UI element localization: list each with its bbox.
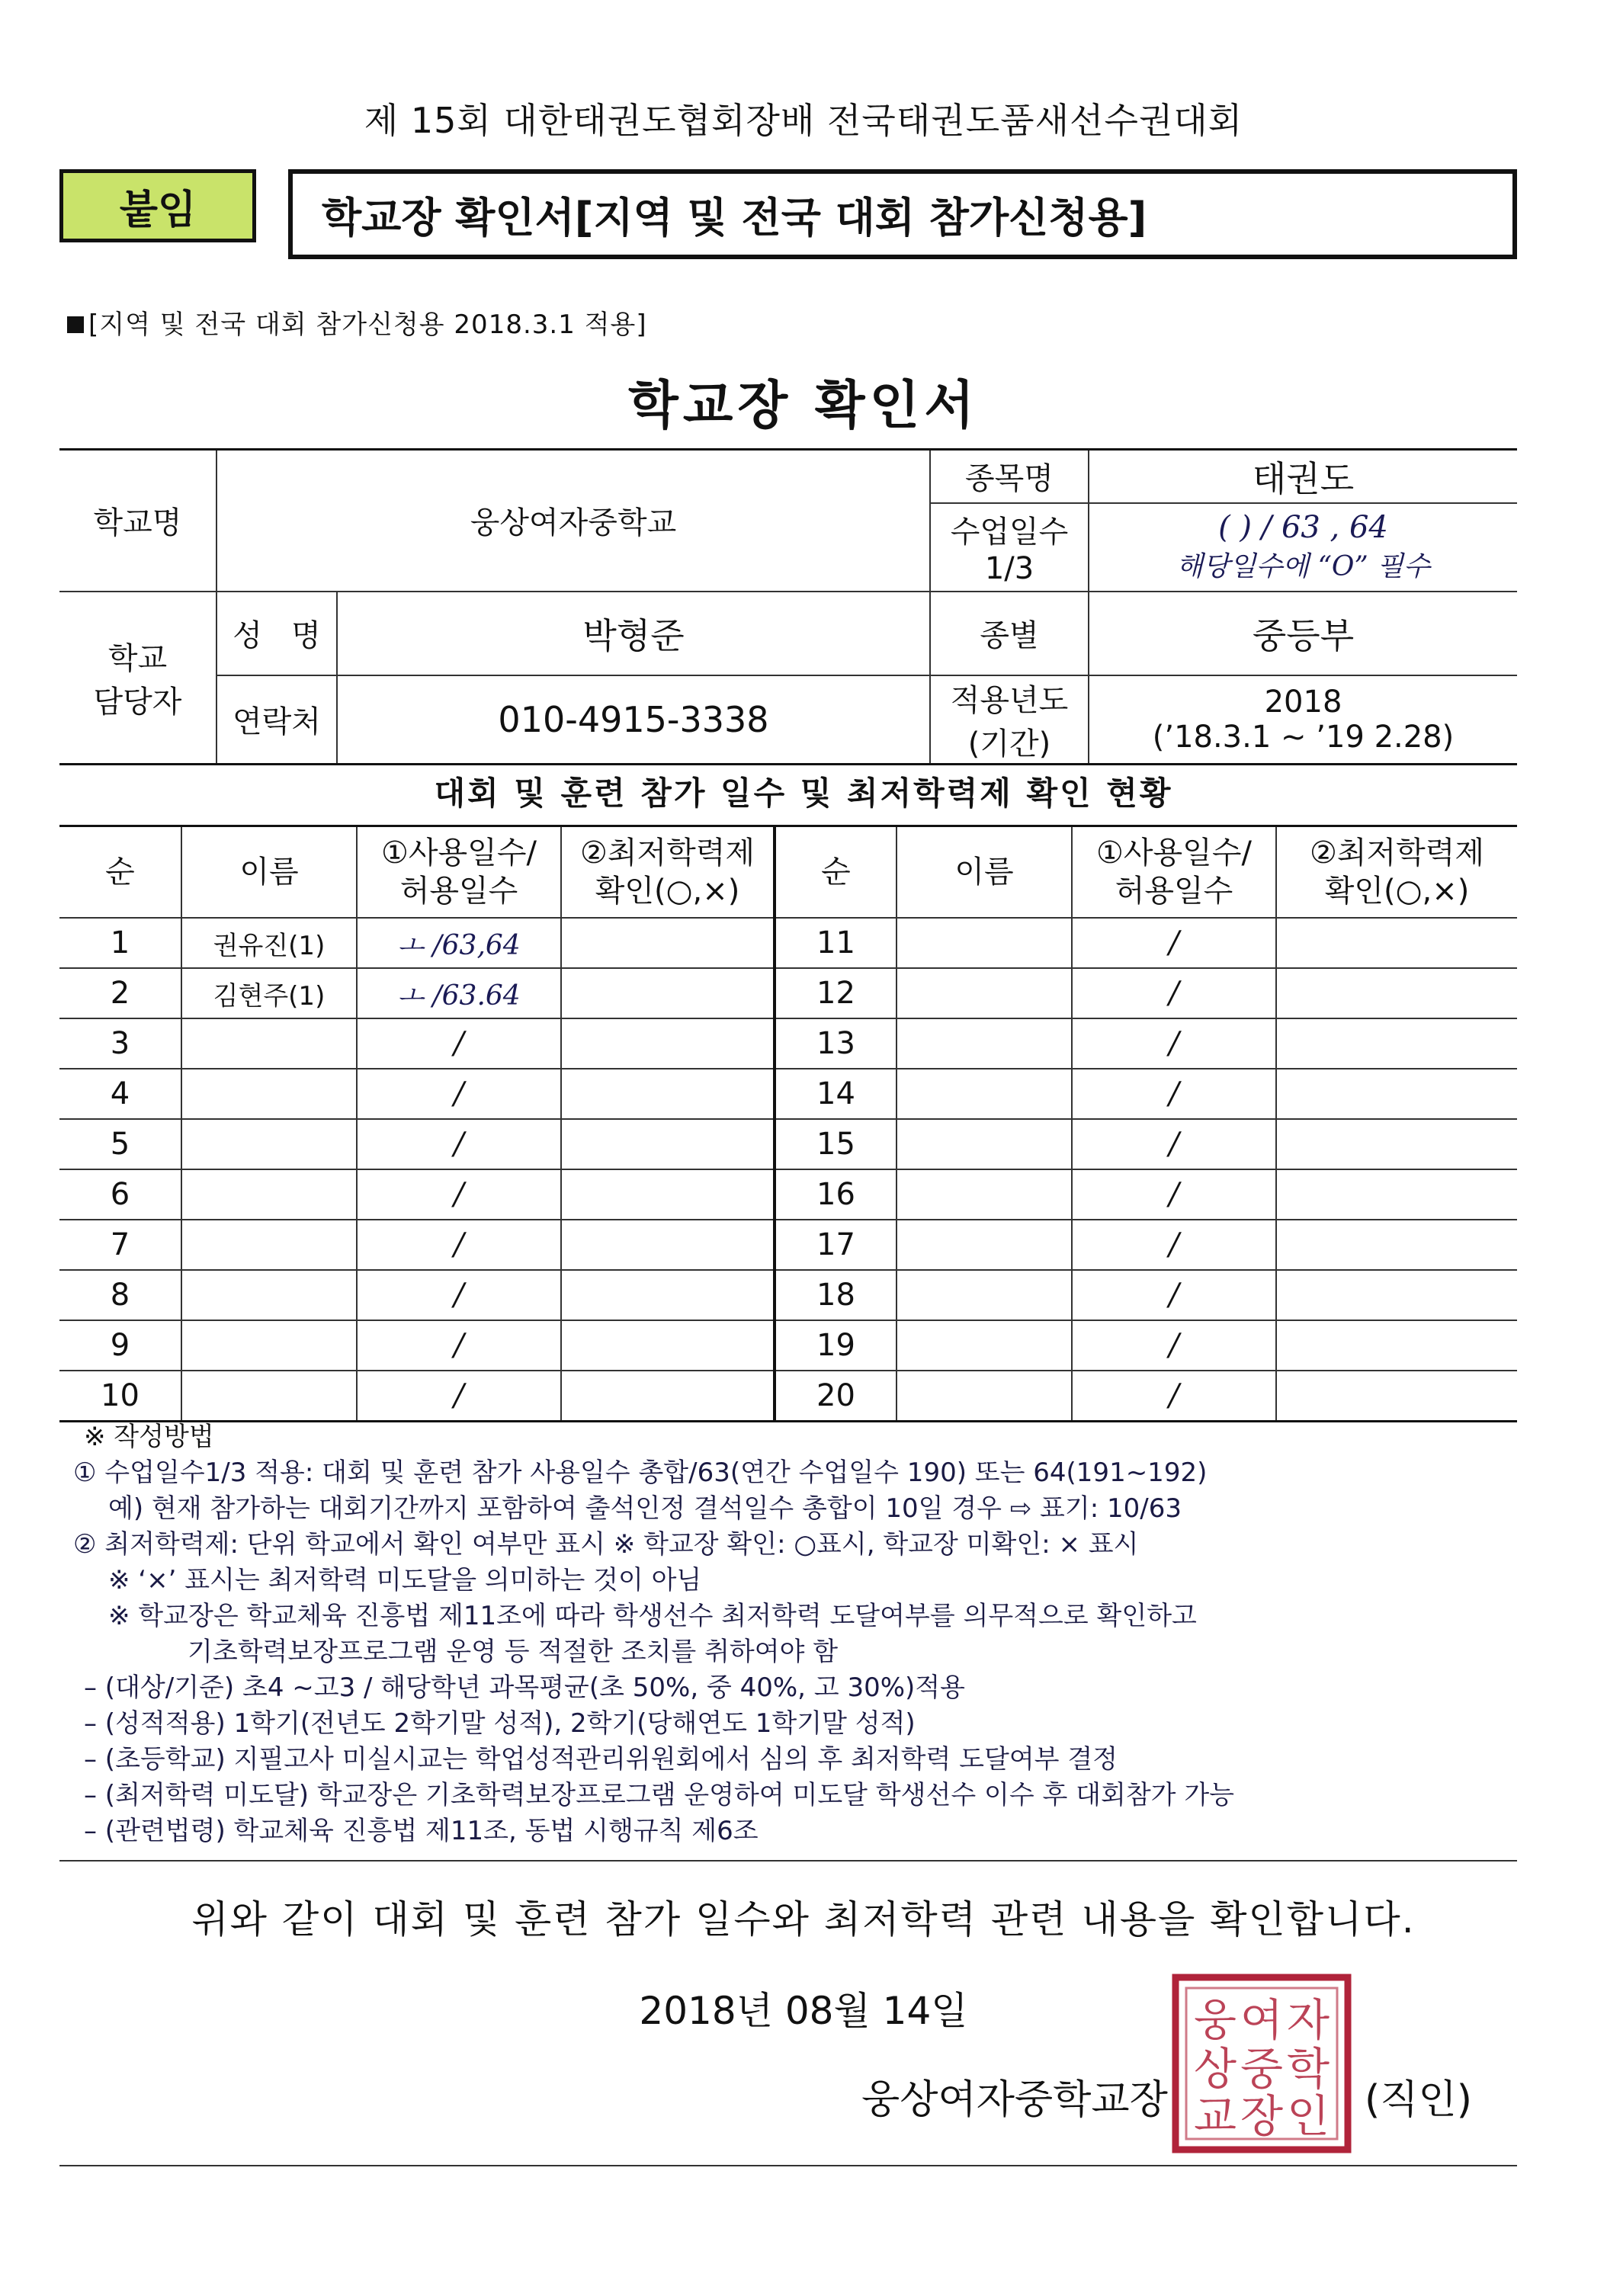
row-number-cell: 7	[59, 1220, 181, 1270]
table-row	[59, 1320, 1517, 1371]
row-number-cell: 12	[775, 968, 897, 1018]
header-academic-line1: ②최저학력제	[1309, 835, 1485, 871]
class-days-label-line1: 수업일수	[950, 515, 1069, 550]
days-cell: ㅗ /63.64	[357, 968, 561, 1018]
academic-check-cell	[561, 1119, 775, 1169]
manager-name-value: 박형준	[337, 592, 930, 675]
seal-label: (직인)	[1365, 2077, 1473, 2123]
header-no-right: 순	[775, 826, 897, 919]
name-cell: 김현주(1)	[181, 968, 357, 1018]
academic-check-cell	[1276, 1018, 1517, 1069]
class-days-label-line2: 1/3	[984, 551, 1034, 586]
signer-name: 웅상여자중학교장	[861, 2077, 1168, 2123]
event-title: 제 15회 대한태권도협회장배 전국태권도품새선수권대회	[364, 100, 1243, 141]
svg-text:교: 교	[1193, 2090, 1237, 2142]
name-cell	[897, 1119, 1072, 1169]
row-number-cell: 13	[775, 1018, 897, 1069]
name-cell	[897, 1018, 1072, 1069]
row-number-cell: 14	[775, 1069, 897, 1119]
table-row	[59, 1220, 1517, 1270]
official-seal-icon	[1166, 1968, 1357, 2159]
row-number-cell: 1	[59, 918, 181, 968]
svg-text:장: 장	[1240, 2090, 1284, 2142]
academic-check-cell	[561, 1320, 775, 1371]
header-academic-left	[561, 826, 775, 919]
method-item-2: ② 최저학력제: 단위 학교에서 확인 여부만 표시 ※ 학교장 확인: ○표시, 학교장 미확인: × 표시	[73, 1529, 1139, 1560]
division-value: 중등부	[1089, 592, 1517, 675]
year-value	[1089, 675, 1517, 765]
academic-check-cell	[1276, 1320, 1517, 1371]
year-label-line2: (기간)	[967, 726, 1051, 762]
row-number-cell: 5	[59, 1119, 181, 1169]
contact-value: 010-4915-3338	[337, 675, 930, 765]
days-cell: ㅗ /63,64	[357, 918, 561, 968]
row-number-cell: 9	[59, 1320, 181, 1371]
header-name-left: 이름	[181, 826, 357, 919]
method-dash-4: – (최저학력 미도달) 학교장은 기초학력보장프로그램 운영하여 미도달 학생선수 이수 후 대회참가 가능	[84, 1780, 1235, 1810]
academic-check-cell	[1276, 1220, 1517, 1270]
svg-text:중: 중	[1240, 2043, 1284, 2095]
attachment-badge: 붙임	[59, 169, 256, 242]
manager-name-label: 성 명	[217, 592, 337, 675]
section-heading: 대회 및 훈련 참가 일수 및 최저학력제 확인 현황	[434, 774, 1173, 812]
name-cell	[181, 1220, 357, 1270]
svg-text:여: 여	[1240, 1994, 1284, 2046]
method-note-1: ※ ‘×’ 표시는 최저학력 미도달을 의미하는 것이 아님	[108, 1565, 702, 1595]
header-academic-line2: 확인(○,×)	[1324, 874, 1470, 909]
academic-check-cell	[561, 918, 775, 968]
header-days-line2: 허용일수	[1115, 874, 1233, 909]
academic-check-cell	[561, 1069, 775, 1119]
table-row	[59, 968, 1517, 1018]
info-table	[59, 448, 1517, 765]
svg-text:인: 인	[1286, 2090, 1330, 2142]
header-academic-line2: 확인(○,×)	[595, 874, 740, 909]
header-days-right	[1072, 826, 1276, 919]
confirmation-date: 2018년 08월 14일	[639, 1989, 968, 2033]
academic-check-cell	[1276, 1371, 1517, 1422]
name-cell	[897, 1371, 1072, 1422]
header-days-line1: ①사용일수/	[381, 835, 537, 871]
row-number-cell: 17	[775, 1220, 897, 1270]
method-dash-3: – (초등학교) 지필고사 미실시교는 학업성적관리위원회에서 심의 후 최저학력 도달여부 결정	[84, 1744, 1118, 1775]
page-title: 학교장 확인서	[628, 376, 979, 436]
method-dash-2: – (성적적용) 1학기(전년도 2학기말 성적), 2학기(당해연도 1학기말 성적)	[84, 1708, 916, 1739]
academic-check-cell	[561, 1018, 775, 1069]
days-cell: /	[357, 1069, 561, 1119]
header-academic-right	[1276, 826, 1517, 919]
academic-check-cell	[1276, 918, 1517, 968]
name-cell	[181, 1119, 357, 1169]
name-cell: 권유진(1)	[181, 918, 357, 968]
year-label	[930, 675, 1089, 765]
apply-note	[67, 303, 647, 341]
contact-label: 연락처	[217, 675, 337, 765]
header-academic-line1: ②최저학력제	[579, 835, 755, 871]
method-note-2a: ※ 학교장은 학교체육 진흥법 제11조에 따라 학생선수 최저학력 도달여부를 의무적으로 확인하고	[108, 1601, 1197, 1631]
days-cell: /	[1072, 968, 1276, 1018]
days-cell: /	[1072, 1320, 1276, 1371]
name-cell	[181, 1069, 357, 1119]
svg-text:자: 자	[1286, 1994, 1330, 2046]
participants-table	[59, 825, 1517, 1422]
class-days-value	[1089, 503, 1517, 592]
name-cell	[897, 1169, 1072, 1220]
header-no-left: 순	[59, 826, 181, 919]
days-cell: /	[357, 1270, 561, 1320]
method-dash-1: – (대상/기준) 초4 ~고3 / 해당학년 과목평균(초 50%, 중 40%, 고 30%)적용	[84, 1672, 965, 1703]
row-number-cell: 20	[775, 1371, 897, 1422]
method-note-2b: 기초학력보장프로그램 운영 등 적절한 조치를 취하여야 함	[188, 1637, 839, 1667]
name-cell	[181, 1018, 357, 1069]
row-number-cell: 8	[59, 1270, 181, 1320]
school-name-value: 웅상여자중학교	[217, 450, 930, 592]
divider	[59, 2165, 1517, 2166]
academic-check-cell	[1276, 968, 1517, 1018]
header-days-line2: 허용일수	[399, 874, 518, 909]
year-label-line1: 적용년도	[950, 682, 1069, 718]
days-cell: /	[1072, 1371, 1276, 1422]
school-name-label: 학교명	[59, 450, 217, 592]
row-number-cell: 10	[59, 1371, 181, 1422]
svg-text:상: 상	[1193, 2043, 1237, 2095]
confirmation-statement: 위와 같이 대회 및 훈련 참가 일수와 최저학력 관련 내용을 확인합니다.	[191, 1897, 1416, 1942]
days-cell: /	[1072, 1018, 1276, 1069]
row-number-cell: 4	[59, 1069, 181, 1119]
academic-check-cell	[1276, 1169, 1517, 1220]
days-cell: /	[357, 1119, 561, 1169]
table-row	[59, 1169, 1517, 1220]
days-cell: /	[1072, 1220, 1276, 1270]
days-cell: /	[1072, 1119, 1276, 1169]
days-cell: /	[357, 1320, 561, 1371]
manager-label-line1: 학교	[107, 640, 168, 676]
class-days-note: 해당일수에 “O” 필수	[1176, 551, 1430, 582]
table-row	[59, 1119, 1517, 1169]
table-row	[59, 1069, 1517, 1119]
row-number-cell: 19	[775, 1320, 897, 1371]
name-cell	[897, 968, 1072, 1018]
banner-title: 학교장 확인서[지역 및 전국 대회 참가신청용]	[288, 169, 1517, 259]
name-cell	[181, 1270, 357, 1320]
name-cell	[181, 1169, 357, 1220]
name-cell	[181, 1320, 357, 1371]
participants-body	[59, 918, 1517, 1422]
academic-check-cell	[561, 1169, 775, 1220]
divider	[59, 1860, 1517, 1861]
name-cell	[181, 1371, 357, 1422]
manager-label-line2: 담당자	[93, 684, 182, 720]
name-cell	[897, 918, 1072, 968]
row-number-cell: 2	[59, 968, 181, 1018]
academic-check-cell	[1276, 1270, 1517, 1320]
header-days-line1: ①사용일수/	[1096, 835, 1252, 871]
days-cell: /	[1072, 1270, 1276, 1320]
days-cell: /	[1072, 1069, 1276, 1119]
svg-text:웅: 웅	[1193, 1994, 1237, 2046]
days-cell: /	[1072, 1169, 1276, 1220]
method-item-1a: ① 수업일수1/3 적용: 대회 및 훈련 참가 사용일수 총합/63(연간 수업일수 190) 또는 64(191~192)	[73, 1457, 1208, 1488]
row-number-cell: 3	[59, 1018, 181, 1069]
name-cell	[897, 1270, 1072, 1320]
row-number-cell: 15	[775, 1119, 897, 1169]
square-bullet-icon	[67, 316, 84, 333]
academic-check-cell	[1276, 1119, 1517, 1169]
header-days-left	[357, 826, 561, 919]
table-row	[59, 1270, 1517, 1320]
academic-check-cell	[561, 1220, 775, 1270]
year-number: 2018	[1264, 684, 1342, 720]
writing-method	[73, 1419, 1522, 1849]
days-cell: /	[357, 1018, 561, 1069]
class-days-label	[930, 503, 1089, 592]
header-name-right: 이름	[897, 826, 1072, 919]
division-label: 종별	[930, 592, 1089, 675]
table-row	[59, 918, 1517, 968]
method-heading: ※ 작성방법	[84, 1422, 214, 1452]
row-number-cell: 18	[775, 1270, 897, 1320]
academic-check-cell	[561, 1270, 775, 1320]
academic-check-cell	[1276, 1069, 1517, 1119]
name-cell	[897, 1320, 1072, 1371]
method-item-1b: 예) 현재 참가하는 대회기간까지 포함하여 출석인정 결석일수 총합이 10일 경우 ⇨ 표기: 10/63	[108, 1493, 1182, 1524]
year-period: (’18.3.1 ~ ’19 2.28)	[1152, 719, 1455, 755]
apply-note-text: [지역 및 전국 대회 참가신청용 2018.3.1 적용]	[88, 309, 647, 340]
class-days-fraction: ( ) / 63 , 64	[1218, 510, 1388, 545]
days-cell: /	[357, 1371, 561, 1422]
svg-text:학: 학	[1286, 2043, 1330, 2095]
academic-check-cell	[561, 968, 775, 1018]
table-row	[59, 1018, 1517, 1069]
row-number-cell: 11	[775, 918, 897, 968]
days-cell: /	[1072, 918, 1276, 968]
academic-check-cell	[561, 1371, 775, 1422]
method-dash-5: – (관련법령) 학교체육 진흥법 제11조, 동법 시행규칙 제6조	[84, 1816, 759, 1846]
manager-label	[59, 592, 217, 765]
days-cell: /	[357, 1169, 561, 1220]
name-cell	[897, 1220, 1072, 1270]
name-cell	[897, 1069, 1072, 1119]
row-number-cell: 6	[59, 1169, 181, 1220]
row-number-cell: 16	[775, 1169, 897, 1220]
sport-label: 종목명	[930, 450, 1089, 503]
sport-value: 태권도	[1089, 450, 1517, 503]
days-cell: /	[357, 1220, 561, 1270]
table-row	[59, 1371, 1517, 1422]
